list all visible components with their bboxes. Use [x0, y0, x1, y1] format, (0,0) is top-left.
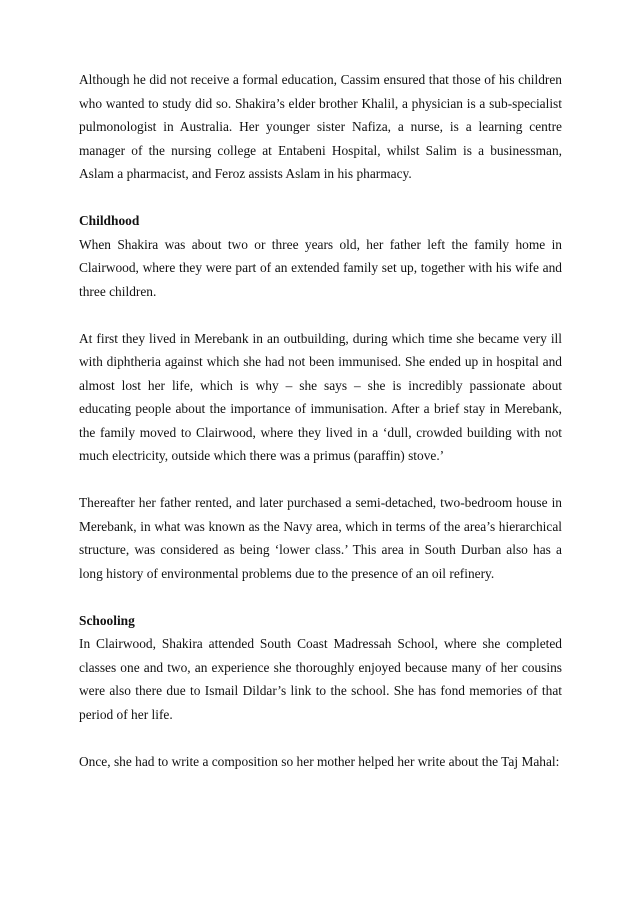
schooling-paragraph-2: Once, she had to write a composition so her mother helped her write about the Taj Mahal:: [79, 753, 560, 769]
intro-paragraph: Although he did not receive a formal education, Cassim ensured that those of his children who wanted to study did so. Shakira’s elder brother Khalil, a physician is a sub-specialist pulmonologist in Australia. Her younger sister Nafiza, a nurse, is a learning centre manager of the nursing college at Entabeni Hospital, whilst Salim is a businessman, Aslam a pharmacist, and Feroz assists Aslam in his pharmacy.: [79, 72, 562, 181]
childhood-paragraph-3: Thereafter her father rented, and later purchased a semi-detached, two-bedroom house in Merebank, in what was known as the Navy area, which in terms of the area’s hierarchical structure, was considered as being ‘lower class.’ This area in South Durban also has a long history of environmental problems due to the presence of an oil refinery.: [79, 495, 562, 581]
childhood-section: [79, 209, 562, 585]
schooling-section: [79, 609, 562, 774]
childhood-paragraph-2: At first they lived in Merebank in an outbuilding, during which time she became very ill with diphtheria against which she had not been immunised. She ended up in hospital and almost lost her life, which is why – she says – she is incredibly passionate about educating people about the importance of immunisation. After a brief stay in Merebank, the family moved to Clairwood, where they lived in a ‘dull, crowded building with not much electricity, outside which there was a primus (paraffin) stove.’: [79, 330, 562, 463]
childhood-heading: Childhood: [79, 213, 140, 228]
schooling-heading: Schooling: [79, 612, 135, 628]
document-page: [79, 68, 562, 797]
childhood-paragraph-1: When Shakira was about two or three years old, her father left the family home in Clairwood, where they were part of an extended family set up, together with his wife and three children.: [79, 236, 562, 299]
schooling-paragraph-1: In Clairwood, Shakira attended South Coast Madressah School, where she completed classes one and two, an experience she thoroughly enjoyed because many of her cousins were also there due to Ismail Dildar’s link to the school. She has fond memories of that period of her life.: [79, 636, 562, 722]
